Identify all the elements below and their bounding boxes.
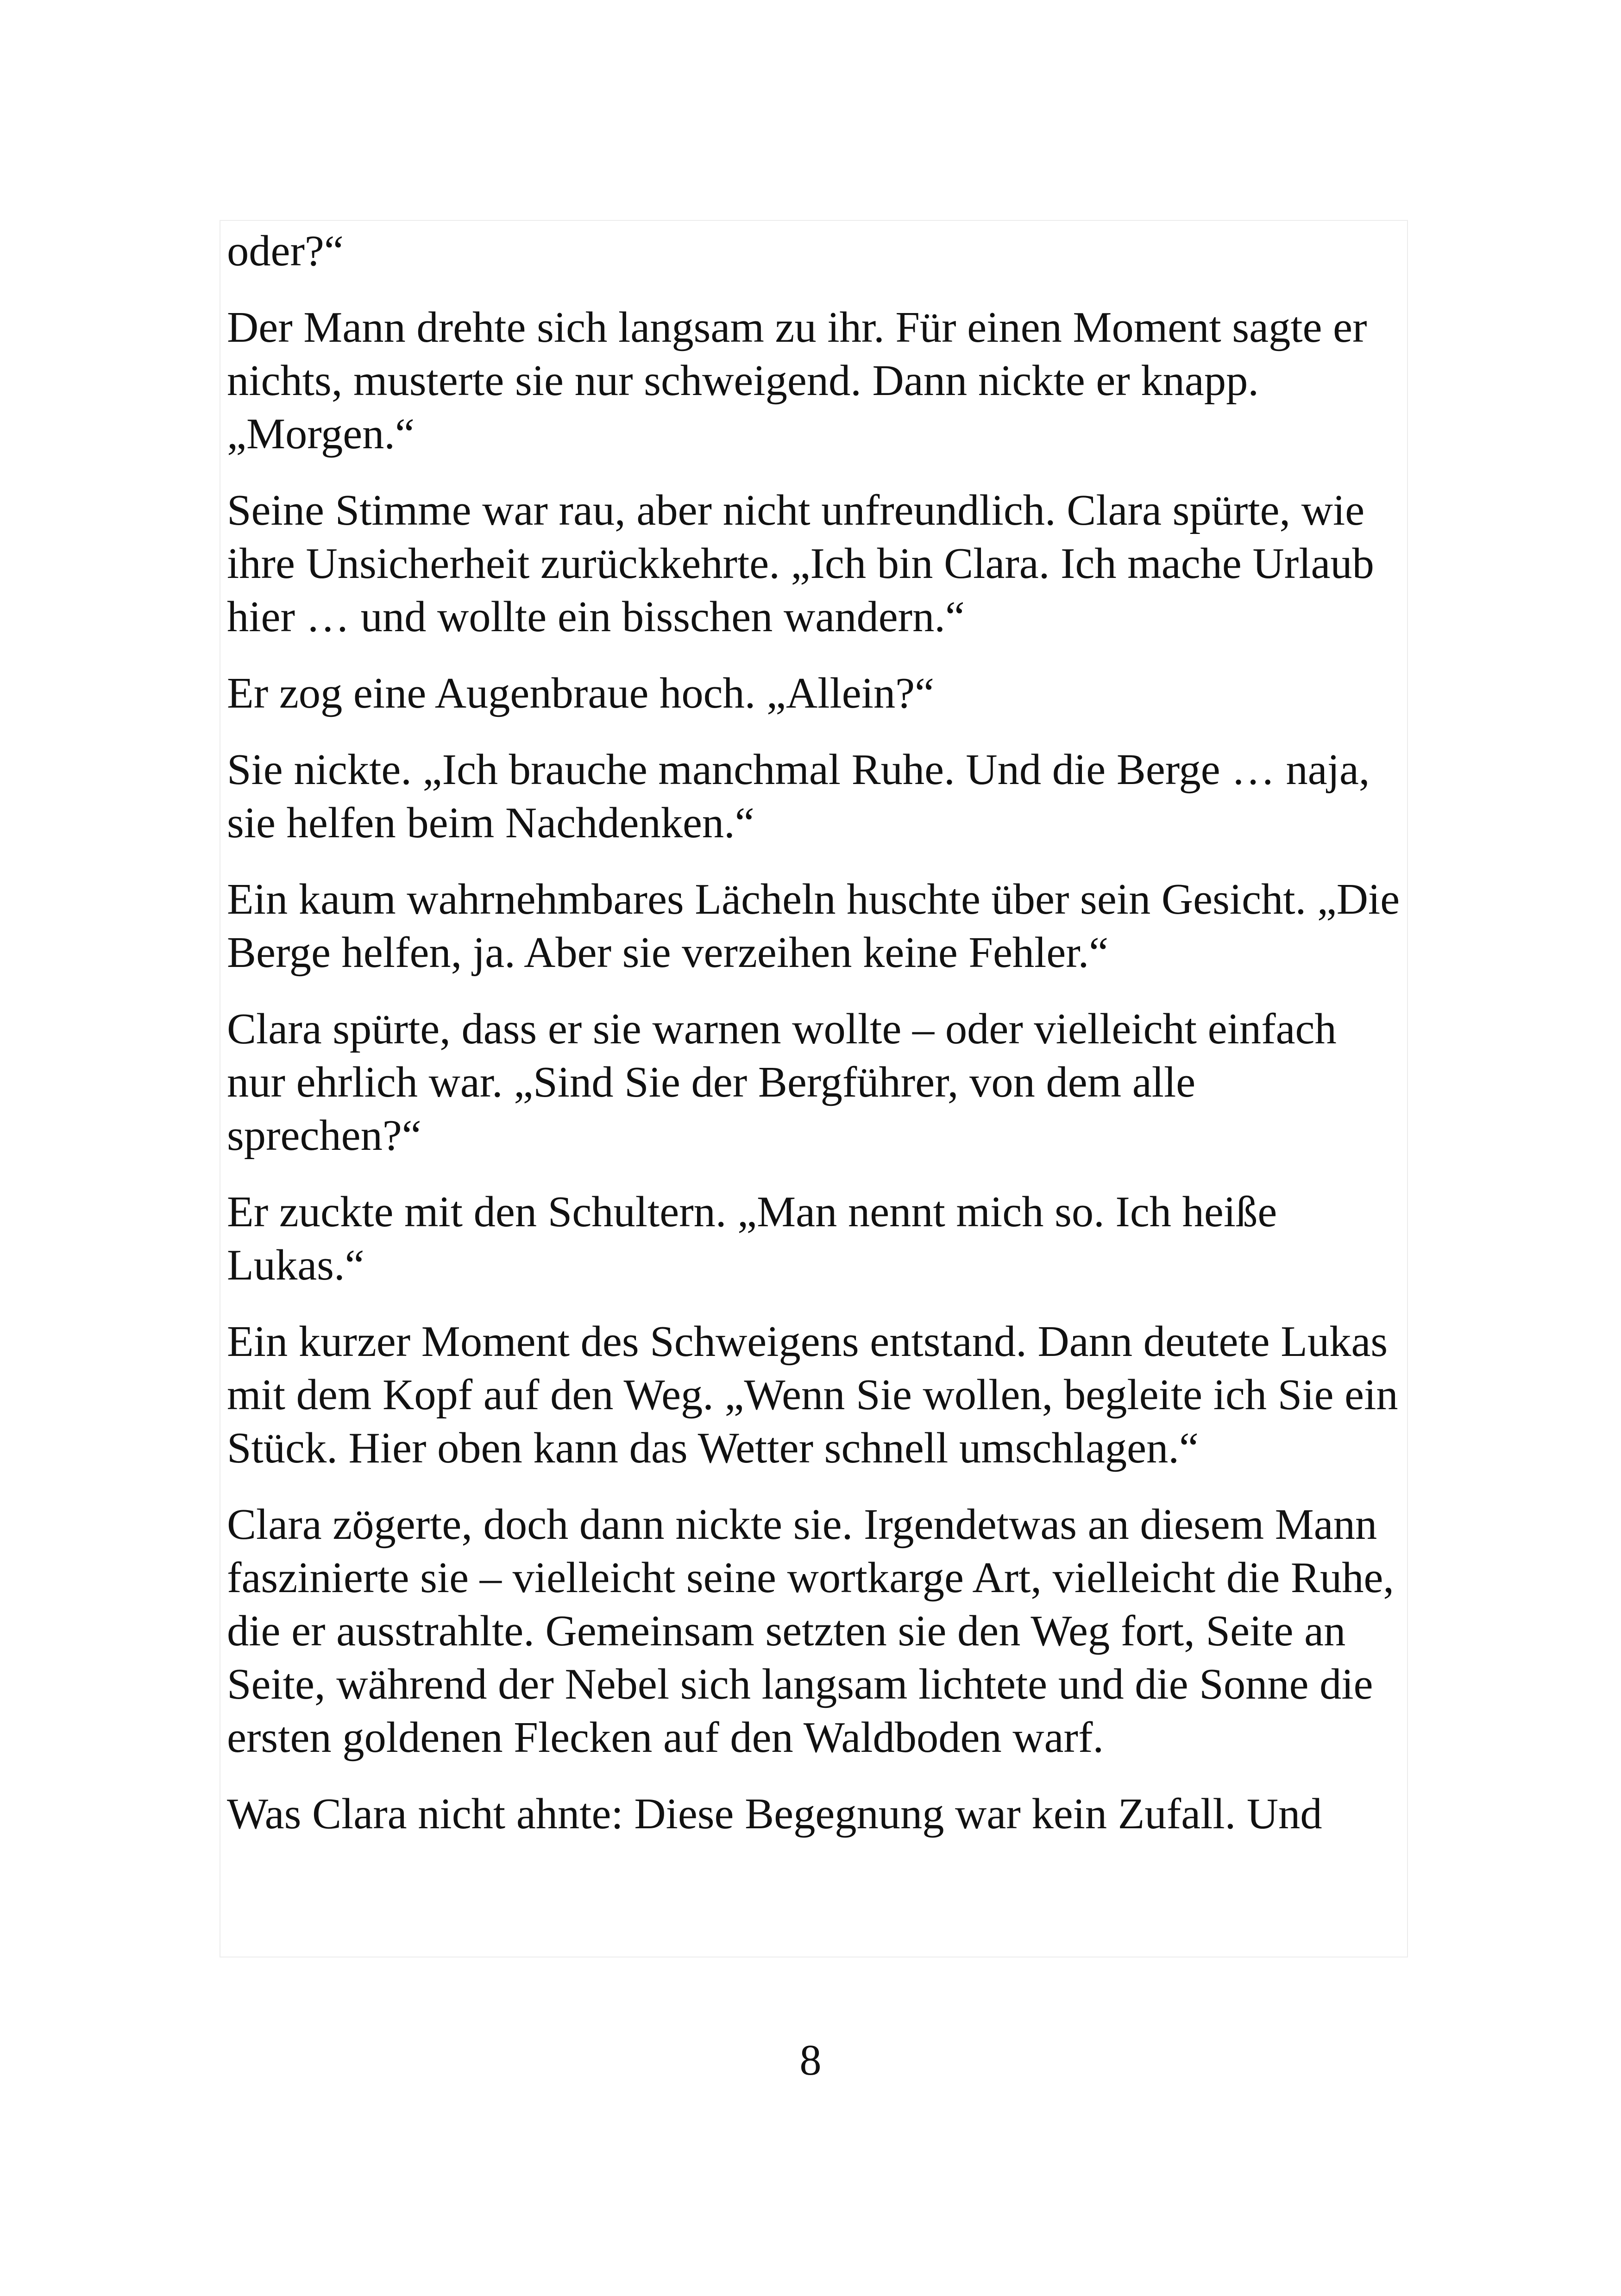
paragraph: oder?“	[227, 227, 344, 275]
paragraph: Der Mann drehte sich langsam zu ihr. Für einen Moment sagte er nichts, musterte sie nur schweigend. Dann nickte er knapp. „Morgen.“	[227, 303, 1367, 458]
text-frame	[220, 220, 1408, 1957]
paragraph: Sie nickte. „Ich brauche manchmal Ruhe. Und die Berge … naja, sie helfen beim Nachdenken.“	[227, 746, 1370, 847]
paragraph: Ein kurzer Moment des Schweigens entstand. Dann deutete Lukas mit dem Kopf auf den Weg. „Wenn Sie wollen, begleite ich Sie ein Stück. Hier oben kann das Wetter schnell umschlagen.“	[227, 1317, 1398, 1472]
paragraph: Clara spürte, dass er sie warnen wollte – oder vielleicht einfach nur ehrlich war. „Sind Sie der Bergführer, von dem alle sprechen?“	[227, 1005, 1337, 1160]
page-number: 8	[799, 2036, 822, 2084]
paragraph: Ein kaum wahrnehmbares Lächeln huschte über sein Gesicht. „Die Berge helfen, ja. Aber sie verzeihen keine Fehler.“	[227, 875, 1400, 977]
paragraph: Er zog eine Augenbraue hoch. „Allein?“	[227, 669, 935, 717]
paragraph: Er zuckte mit den Schultern. „Man nennt mich so. Ich heiße Lukas.“	[227, 1188, 1277, 1289]
paragraph: Was Clara nicht ahnte: Diese Begegnung war kein Zufall. Und	[227, 1790, 1322, 1838]
paragraph: Seine Stimme war rau, aber nicht unfreundlich. Clara spürte, wie ihre Unsicherheit zurückkehrte. „Ich bin Clara. Ich mache Urlaub hier … und wollte ein bisschen wandern.“	[227, 486, 1374, 641]
paragraph: Clara zögerte, doch dann nickte sie. Irgendetwas an diesem Mann faszinierte sie – vielleicht seine wortkarge Art, vielleicht die Ruhe, die er ausstrahlte. Gemeinsam setzten sie den Weg fort, Seite an Seite, während der Nebel sich langsam lichtete und die Sonne die ersten goldenen Flecken auf den Waldboden warf.	[227, 1500, 1395, 1762]
